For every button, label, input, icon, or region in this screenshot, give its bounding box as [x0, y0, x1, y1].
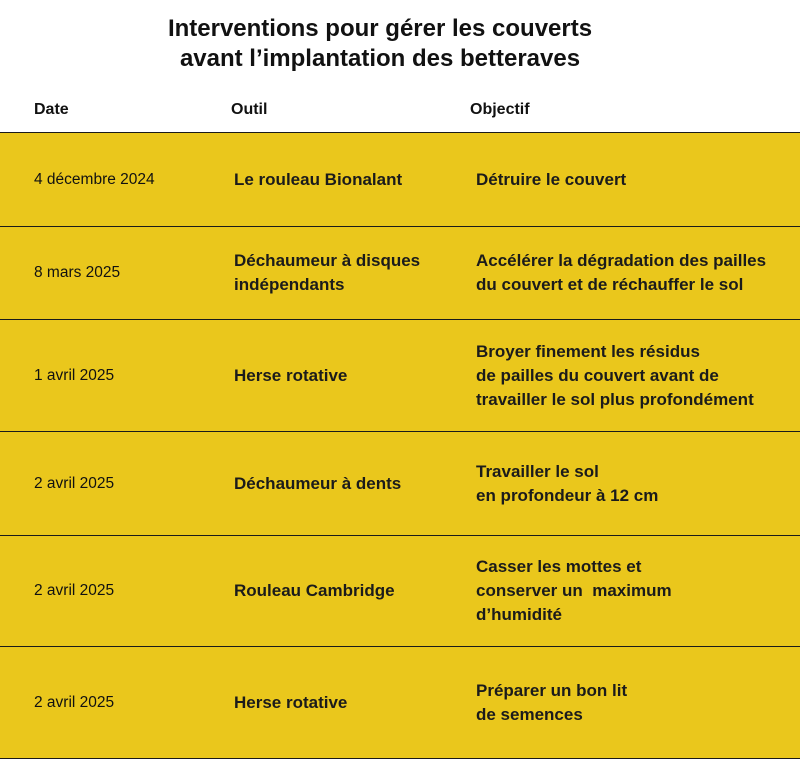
goal-text: Broyer finement les résidus	[476, 341, 700, 361]
date-cell: 1 avril 2025	[34, 366, 115, 384]
tool-cell	[234, 432, 464, 535]
goal-cell	[476, 432, 794, 535]
tool-text: indépendants	[234, 275, 345, 294]
interventions-table	[0, 132, 800, 759]
table-row	[0, 647, 800, 759]
table-row	[0, 536, 800, 647]
table-row	[0, 133, 800, 227]
goal-text: Détruire le couvert	[476, 169, 627, 189]
tool-text: Déchaumeur à dents	[234, 473, 402, 493]
goal-text: de semences	[476, 704, 583, 724]
goal-cell	[476, 133, 794, 226]
goal-text: de pailles du couvert avant de	[476, 365, 719, 385]
goal-text: conserver un maximum	[476, 581, 672, 600]
tool-cell	[234, 133, 464, 226]
tool-cell	[234, 227, 464, 319]
column-header-tool: Outil	[231, 101, 268, 118]
tool-cell	[234, 536, 464, 646]
tool-text: Herse rotative	[234, 692, 348, 712]
tool-cell	[234, 647, 464, 758]
goal-cell	[476, 647, 794, 758]
goal-text: d’humidité	[476, 605, 562, 624]
table-row	[0, 320, 800, 432]
goal-cell	[476, 227, 794, 319]
goal-text: Travailler le sol	[476, 461, 599, 481]
page-title	[0, 14, 760, 74]
tool-cell	[234, 320, 464, 431]
goal-text: Préparer un bon lit	[476, 680, 628, 700]
date-cell: 2 avril 2025	[34, 693, 115, 711]
date-cell: 2 avril 2025	[34, 582, 115, 599]
date-cell: 8 mars 2025	[34, 264, 121, 281]
table-row	[0, 432, 800, 536]
date-cell: 2 avril 2025	[34, 474, 115, 492]
goal-cell	[476, 320, 794, 431]
table-row	[0, 227, 800, 320]
tool-text: Herse rotative	[234, 365, 348, 385]
goal-text: Casser les mottes et	[476, 557, 642, 576]
table-header	[0, 96, 800, 132]
goal-text: en profondeur à 12 cm	[476, 485, 659, 505]
tool-text: Déchaumeur à disques	[234, 251, 421, 270]
date-cell: 4 décembre 2024	[34, 170, 155, 188]
goal-text: Accélérer la dégradation des pailles	[476, 251, 767, 270]
title-line-2: avant l’implantation des betteraves	[179, 45, 581, 72]
column-header-date: Date	[34, 101, 69, 118]
goal-text: du couvert et de réchauffer le sol	[476, 275, 744, 294]
tool-text: Rouleau Cambridge	[234, 581, 395, 600]
column-header-goal: Objectif	[470, 101, 530, 118]
goal-text: travailler le sol plus profondément	[476, 389, 754, 409]
title-line-1: Interventions pour gérer les couverts	[167, 15, 593, 42]
goal-cell	[476, 536, 794, 646]
tool-text: Le rouleau Bionalant	[234, 169, 403, 189]
